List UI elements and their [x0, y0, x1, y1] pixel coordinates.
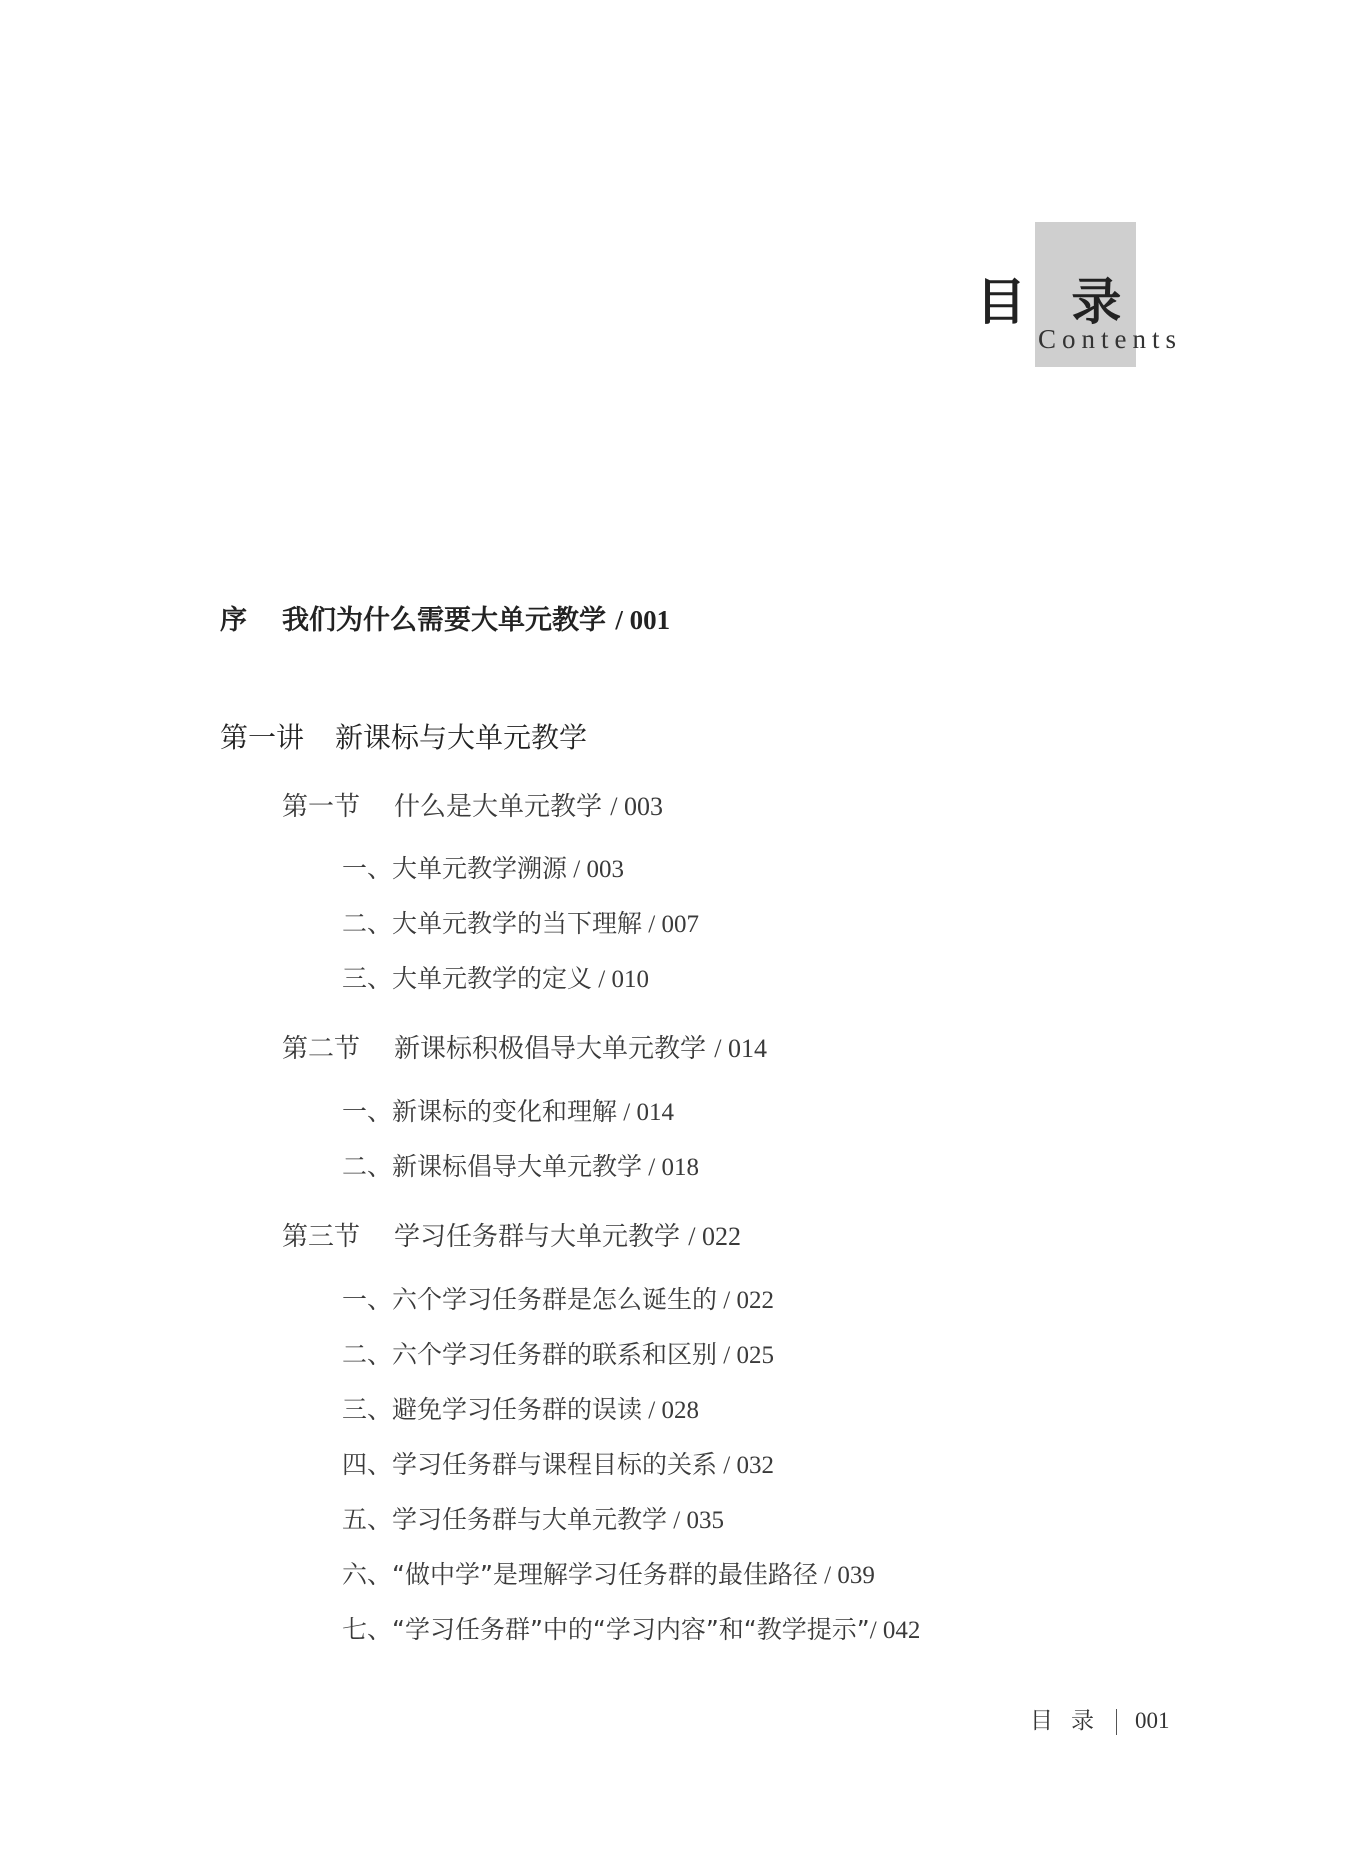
toc-entry-page: / 003: [610, 792, 664, 821]
toc-entry-page: / 022: [688, 1222, 742, 1251]
toc-entry-title: 新课标积极倡导大单元教学: [394, 1034, 707, 1064]
toc-entry-item[interactable]: [342, 904, 699, 940]
toc-entry-title: 四、学习任务群与课程目标的关系: [342, 1450, 718, 1479]
page-title: 目 录: [976, 272, 1136, 331]
toc-entry-title: 三、避免学习任务群的误读: [342, 1395, 643, 1424]
toc-entry-page: / 001: [615, 605, 671, 635]
toc-entry-item[interactable]: [342, 1335, 774, 1371]
toc-entry-item[interactable]: [342, 849, 624, 885]
toc-entry-item[interactable]: [342, 1445, 774, 1481]
toc-entry-lecture-1[interactable]: [220, 716, 587, 756]
toc-entry-item[interactable]: [342, 1610, 920, 1646]
toc-entry-section-1[interactable]: [282, 786, 663, 823]
toc-entry-title: 七、“学习任务群”中的“学习内容”和“教学提示”: [342, 1615, 870, 1644]
toc-entry-page: / 007: [642, 911, 699, 938]
toc-entry-page: / 010: [592, 966, 649, 993]
toc-entry-page: / 014: [617, 1099, 674, 1126]
toc-entry-title: 五、学习任务群与大单元教学: [342, 1505, 668, 1534]
toc-entry-preface[interactable]: [220, 598, 670, 637]
toc-entry-title: 三、大单元教学的定义: [342, 964, 593, 993]
toc-entry-section-3[interactable]: [282, 1216, 741, 1253]
toc-entry-item[interactable]: [342, 1280, 774, 1316]
footer-divider: [1116, 1709, 1117, 1735]
toc-entry-item[interactable]: [342, 1500, 724, 1536]
toc-entry-label: 第一节: [282, 792, 361, 822]
toc-entry-page: / 003: [567, 856, 624, 883]
toc-entry-item[interactable]: [342, 1555, 875, 1591]
toc-entry-title: 二、大单元教学的当下理解: [342, 909, 643, 938]
toc-entry-title: 一、大单元教学溯源: [342, 854, 568, 883]
toc-entry-item[interactable]: [342, 959, 649, 995]
toc-entry-label: 序: [220, 605, 247, 636]
toc-entry-item[interactable]: [342, 1390, 699, 1426]
toc-entry-item[interactable]: [342, 1092, 674, 1128]
toc-entry-title: 学习任务群与大单元教学: [394, 1222, 681, 1252]
toc-entry-label: 第一讲: [220, 721, 305, 754]
toc-entry-label: 第二节: [282, 1034, 361, 1064]
toc-entry-title: 新课标与大单元教学: [335, 721, 588, 754]
toc-entry-title: 什么是大单元教学: [394, 792, 603, 822]
toc-heading: [976, 222, 1196, 372]
toc-entry-page: / 018: [642, 1154, 699, 1181]
toc-entry-title: 一、六个学习任务群是怎么诞生的: [342, 1285, 718, 1314]
toc-entry-label: 第三节: [282, 1222, 361, 1252]
toc-entry-title: 一、新课标的变化和理解: [342, 1097, 618, 1126]
toc-entry-page: / 025: [717, 1342, 774, 1369]
toc-entry-item[interactable]: [342, 1147, 699, 1183]
page-footer: [1030, 1702, 1170, 1735]
toc-entry-page: / 035: [667, 1507, 724, 1534]
page-subtitle: Contents: [1038, 324, 1183, 354]
toc-entry-page: / 022: [717, 1287, 774, 1314]
toc-entry-title: 我们为什么需要大单元教学: [282, 605, 606, 636]
page-number: 001: [1135, 1708, 1170, 1733]
toc-entry-section-2[interactable]: [282, 1028, 767, 1065]
toc-entry-title: 二、六个学习任务群的联系和区别: [342, 1340, 718, 1369]
running-header-label: 目录: [1030, 1708, 1112, 1734]
toc-entry-page: / 014: [714, 1034, 768, 1063]
toc-entry-page: / 028: [642, 1397, 699, 1424]
toc-entry-title: 六、“做中学”是理解学习任务群的最佳路径: [342, 1560, 818, 1589]
toc-entry-page: / 042: [869, 1617, 921, 1644]
toc-entry-page: / 032: [717, 1452, 774, 1479]
toc-entry-page: / 039: [817, 1562, 875, 1589]
toc-entry-title: 二、新课标倡导大单元教学: [342, 1152, 643, 1181]
